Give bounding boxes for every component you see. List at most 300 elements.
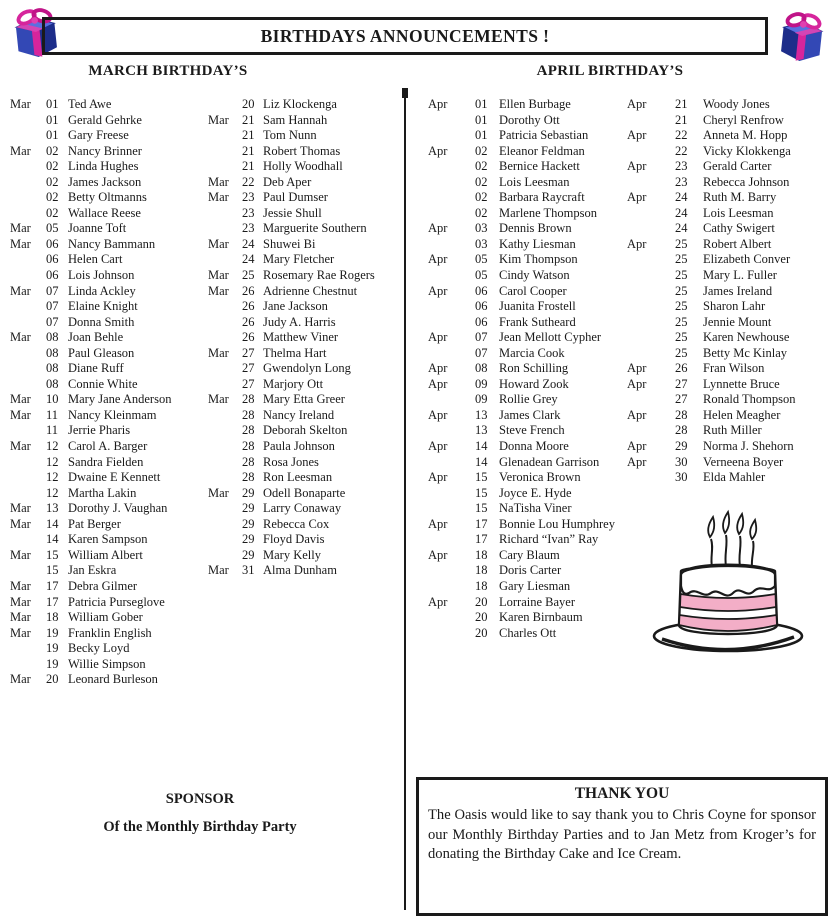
name-cell: Marguerite Southern [263,221,367,236]
name-cell: Deb Aper [263,174,312,189]
month-cell: Apr [428,594,448,609]
name-cell: Marjory Ott [263,376,324,391]
day-cell: 06 [46,236,59,251]
name-cell: Jessie Shull [263,205,322,220]
day-cell: 15 [475,501,488,516]
name-cell: Adrienne Chestnut [263,283,358,298]
day-cell: 27 [675,376,688,391]
name-cell: Sandra Fielden [68,454,144,469]
birthday-row [627,144,831,160]
birthday-row [627,423,831,439]
month-cell: Apr [428,221,448,236]
day-cell: 29 [242,501,255,516]
month-cell [208,408,242,424]
birthday-row [10,423,206,439]
name-cell: Becky Loyd [68,641,130,656]
birthday-row [428,190,626,206]
birthday-row [208,144,404,160]
day-cell: 07 [475,330,488,345]
birthday-row [627,330,831,346]
month-cell [428,299,475,315]
day-cell: 02 [475,205,488,220]
birthday-row [208,408,404,424]
month-cell [208,97,242,113]
name-cell: Odell Bonaparte [263,485,346,500]
day-cell: 06 [475,283,488,298]
name-cell: Rosa Jones [263,454,319,469]
day-cell: 25 [675,283,688,298]
name-cell: Lorraine Bayer [499,594,576,609]
day-cell: 25 [675,236,688,251]
name-cell: Mary Fletcher [263,252,335,267]
birthday-row [208,548,404,564]
birthday-row [208,346,404,362]
day-cell: 08 [46,345,59,360]
birthday-row [10,579,206,595]
month-cell [428,175,475,191]
day-cell: 14 [475,454,488,469]
name-cell: Holly Woodhall [263,159,343,174]
month-cell: Mar [208,563,229,578]
day-cell: 02 [46,159,59,174]
birthday-row [208,113,404,129]
name-cell: James Jackson [68,174,142,189]
day-cell: 01 [475,128,488,143]
birthday-row [627,128,831,144]
birthday-row [208,97,404,113]
birthday-row [627,190,831,206]
month-cell [428,486,475,502]
day-cell: 28 [675,423,688,438]
name-cell: Eleanor Feldman [499,143,585,158]
birthday-row [10,455,206,471]
month-cell: Mar [208,236,229,251]
name-cell: Dorothy Ott [499,112,560,127]
day-cell: 02 [46,174,59,189]
birthday-row [428,144,626,160]
name-cell: Charles Ott [499,625,557,640]
birthday-row [627,392,831,408]
day-cell: 10 [46,392,59,407]
month-cell: Mar [10,392,31,407]
month-cell [10,190,46,206]
day-cell: 30 [675,454,688,469]
name-cell: Linda Hughes [68,159,139,174]
day-cell: 25 [242,268,255,283]
month-cell [10,486,46,502]
day-cell: 15 [46,563,59,578]
month-cell [428,532,475,548]
name-cell: Glenadean Garrison [499,454,600,469]
name-cell: Verneena Boyer [703,454,784,469]
month-cell: Apr [627,128,647,143]
birthday-row [208,159,404,175]
day-cell: 21 [675,97,688,111]
thank-you-title: THANK YOU [574,785,670,802]
month-cell [208,455,242,471]
day-cell: 01 [46,128,59,143]
birthday-row [10,439,206,455]
month-cell: Mar [208,174,229,189]
april-birthday-list-col2 [627,97,831,486]
month-cell [208,439,242,455]
birthday-row [428,206,626,222]
month-cell: Apr [428,470,448,485]
day-cell: 01 [46,97,59,111]
day-cell: 01 [46,112,59,127]
name-cell: Deborah Skelton [263,423,348,438]
day-cell: 20 [46,672,59,687]
day-cell: 19 [46,641,59,656]
day-cell: 27 [242,345,255,360]
day-cell: 15 [475,485,488,500]
name-cell: Fran Wilson [703,361,765,376]
day-cell: 26 [242,330,255,345]
day-cell: 29 [242,516,255,531]
day-cell: 25 [675,299,688,314]
day-cell: 12 [46,470,59,485]
name-cell: Steve French [499,423,565,438]
day-cell: 15 [475,470,488,485]
birthday-row [428,175,626,191]
month-cell: Mar [10,407,31,422]
day-cell: 17 [475,532,488,547]
birthday-row [10,315,206,331]
month-cell [208,532,242,548]
day-cell: 28 [242,423,255,438]
month-cell [428,268,475,284]
day-cell: 20 [475,610,488,625]
name-cell: Kim Thompson [499,252,578,267]
birthday-row [627,315,831,331]
birthday-row [208,330,404,346]
day-cell: 26 [675,361,688,376]
month-cell [627,346,675,362]
name-cell: Juanita Frostell [499,299,576,314]
day-cell: 23 [675,174,688,189]
name-cell: Carol A. Barger [68,439,148,454]
birthday-row [208,439,404,455]
day-cell: 23 [242,190,255,205]
name-cell: Jerrie Pharis [68,423,131,438]
name-cell: Betty Oltmanns [68,190,147,205]
march-heading: MARCH BIRTHDAY’S [88,63,248,79]
birthday-row [208,206,404,222]
birthday-row [428,237,626,253]
birthday-row [10,268,206,284]
month-cell: Mar [208,345,229,360]
month-cell [627,299,675,315]
day-cell: 20 [242,97,255,111]
name-cell: Dorothy J. Vaughan [68,501,168,516]
month-cell: Apr [627,439,647,454]
name-cell: Ted Awe [68,97,112,111]
name-cell: Veronica Brown [499,470,581,485]
day-cell: 15 [46,547,59,562]
birthday-row [428,252,626,268]
name-cell: Diane Ruff [68,361,124,376]
birthday-row [428,579,626,595]
day-cell: 28 [675,407,688,422]
name-cell: Alma Dunham [263,563,337,578]
day-cell: 13 [475,407,488,422]
month-cell: Apr [428,376,448,391]
month-cell [10,657,46,673]
birthday-row [208,252,404,268]
name-cell: Lois Johnson [68,268,135,283]
name-cell: Mary L. Fuller [703,268,777,283]
month-cell [208,299,242,315]
month-cell: Mar [10,672,31,687]
name-cell: Karen Newhouse [703,330,790,345]
name-cell: Leonard Burleson [68,672,158,687]
month-cell: Mar [10,578,31,593]
birthday-row [428,486,626,502]
day-cell: 24 [242,236,255,251]
name-cell: Karen Sampson [68,532,148,547]
name-cell: Lynnette Bruce [703,376,780,391]
name-cell: Floyd Davis [263,532,325,547]
name-cell: Judy A. Harris [263,314,336,329]
march-birthday-list-col1 [10,97,206,688]
day-cell: 27 [675,392,688,407]
name-cell: Matthew Viner [263,330,339,345]
month-cell [208,361,242,377]
name-cell: Mary Jane Anderson [68,392,172,407]
month-cell [428,626,475,642]
name-cell: Gary Liesman [499,578,571,593]
name-cell: James Clark [499,407,561,422]
month-cell [627,221,675,237]
name-cell: Paul Dumser [263,190,328,205]
column-divider [404,88,406,910]
day-cell: 02 [46,143,59,158]
day-cell: 18 [475,547,488,562]
name-cell: Barbara Raycraft [499,190,585,205]
name-cell: Linda Ackley [68,283,136,298]
name-cell: Jean Mellott Cypher [499,330,602,345]
day-cell: 02 [475,174,488,189]
name-cell: William Albert [68,547,143,562]
name-cell: Paula Johnson [263,439,335,454]
name-cell: Ruth M. Barry [703,190,777,205]
day-cell: 22 [675,143,688,158]
month-cell [627,144,675,160]
day-cell: 28 [242,470,255,485]
month-cell [10,423,46,439]
name-cell: Helen Cart [68,252,123,267]
day-cell: 24 [675,190,688,205]
page-title: BIRTHDAYS ANNOUNCEMENTS ! [260,25,550,46]
month-cell [208,330,242,346]
month-cell: Apr [428,330,448,345]
month-cell [428,315,475,331]
day-cell: 29 [242,485,255,500]
name-cell: Mary Kelly [263,547,321,562]
birthday-row [208,563,404,579]
day-cell: 03 [475,221,488,236]
name-cell: Robert Albert [703,236,772,251]
name-cell: Connie White [68,376,138,391]
name-cell: Ruth Miller [703,423,762,438]
month-cell [10,470,46,486]
day-cell: 02 [46,205,59,220]
month-cell [208,159,242,175]
title-banner [42,17,768,55]
month-cell: Mar [208,392,229,407]
thank-you-box [416,777,828,916]
name-cell: Nancy Bammann [68,236,156,251]
birthday-row [208,532,404,548]
birthday-row [428,423,626,439]
name-cell: Martha Lakin [68,485,137,500]
name-cell: Elaine Knight [68,299,138,314]
birthday-row [428,532,626,548]
day-cell: 06 [475,299,488,314]
name-cell: Anneta M. Hopp [703,128,788,143]
month-cell: Apr [627,159,647,174]
name-cell: Sharon Lahr [703,299,766,314]
name-cell: Nancy Ireland [263,407,335,422]
month-cell [627,113,675,129]
month-cell: Mar [10,547,31,562]
birthday-row [627,361,831,377]
day-cell: 22 [242,174,255,189]
march-birthday-list-col2 [208,97,404,579]
name-cell: Ron Leesman [263,470,333,485]
month-cell [428,237,475,253]
birthday-cake-icon [648,501,808,663]
day-cell: 25 [675,314,688,329]
birthday-row [10,190,206,206]
birthday-row [10,361,206,377]
name-cell: Jennie Mount [703,314,772,329]
day-cell: 27 [242,376,255,391]
day-cell: 23 [675,159,688,174]
name-cell: Joyce E. Hyde [499,485,572,500]
month-cell: Apr [428,283,448,298]
day-cell: 13 [475,423,488,438]
day-cell: 24 [675,221,688,236]
birthday-row [208,190,404,206]
month-cell [10,113,46,129]
day-cell: 12 [46,454,59,469]
name-cell: Lois Leesman [703,205,774,220]
birthday-row [627,346,831,362]
month-cell [208,501,242,517]
month-cell [208,548,242,564]
birthday-row [428,610,626,626]
name-cell: Dwaine E Kennett [68,470,161,485]
day-cell: 29 [242,532,255,547]
month-cell: Mar [208,485,229,500]
birthday-row [10,144,206,160]
day-cell: 24 [242,252,255,267]
april-heading: APRIL BIRTHDAY’S [536,63,684,79]
month-cell [428,610,475,626]
birthday-row [428,268,626,284]
name-cell: Doris Carter [499,563,562,578]
day-cell: 27 [242,361,255,376]
birthday-row [627,113,831,129]
month-cell: Mar [10,330,31,345]
birthday-row [428,439,626,455]
birthday-row [428,299,626,315]
name-cell: Bonnie Lou Humphrey [499,516,615,531]
month-cell: Mar [208,268,229,283]
birthday-row [428,501,626,517]
birthday-row [10,610,206,626]
birthday-row [10,113,206,129]
month-cell [10,563,46,579]
month-cell [10,299,46,315]
day-cell: 29 [675,439,688,454]
name-cell: Ellen Burbage [499,97,571,111]
birthday-row [428,455,626,471]
day-cell: 31 [242,563,255,578]
month-cell [627,252,675,268]
birthday-row [627,237,831,253]
day-cell: 14 [46,516,59,531]
birthday-row [428,159,626,175]
name-cell: Helen Meagher [703,407,781,422]
month-cell [10,532,46,548]
month-cell [208,517,242,533]
day-cell: 02 [475,159,488,174]
name-cell: Rebecca Johnson [703,174,790,189]
birthday-row [208,284,404,300]
month-cell [428,113,475,129]
birthday-row [627,268,831,284]
birthday-row [10,657,206,673]
birthday-row [208,299,404,315]
month-cell [428,190,475,206]
birthday-row [627,159,831,175]
birthday-row [428,408,626,424]
birthday-row [428,346,626,362]
day-cell: 28 [242,407,255,422]
day-cell: 20 [475,625,488,640]
month-cell [627,423,675,439]
name-cell: Larry Conaway [263,501,342,516]
month-cell: Mar [10,439,31,454]
birthday-row [10,548,206,564]
month-cell [208,423,242,439]
birthday-row [10,206,206,222]
month-cell [428,455,475,471]
day-cell: 20 [475,594,488,609]
day-cell: 01 [475,97,488,111]
day-cell: 17 [475,516,488,531]
day-cell: 08 [46,361,59,376]
day-cell: 21 [242,112,255,127]
day-cell: 21 [675,112,688,127]
day-cell: 02 [475,190,488,205]
month-cell: Mar [208,190,229,205]
month-cell: Mar [10,236,31,251]
day-cell: 14 [46,532,59,547]
name-cell: Howard Zook [499,376,569,391]
sponsor-title: SPONSOR [165,791,235,807]
day-cell: 02 [46,190,59,205]
name-cell: Paul Gleason [68,345,135,360]
name-cell: Sam Hannah [263,112,328,127]
birthday-row [10,486,206,502]
month-cell [10,455,46,471]
name-cell: Marcia Cook [499,345,565,360]
name-cell: Cary Blaum [499,547,560,562]
day-cell: 01 [475,112,488,127]
